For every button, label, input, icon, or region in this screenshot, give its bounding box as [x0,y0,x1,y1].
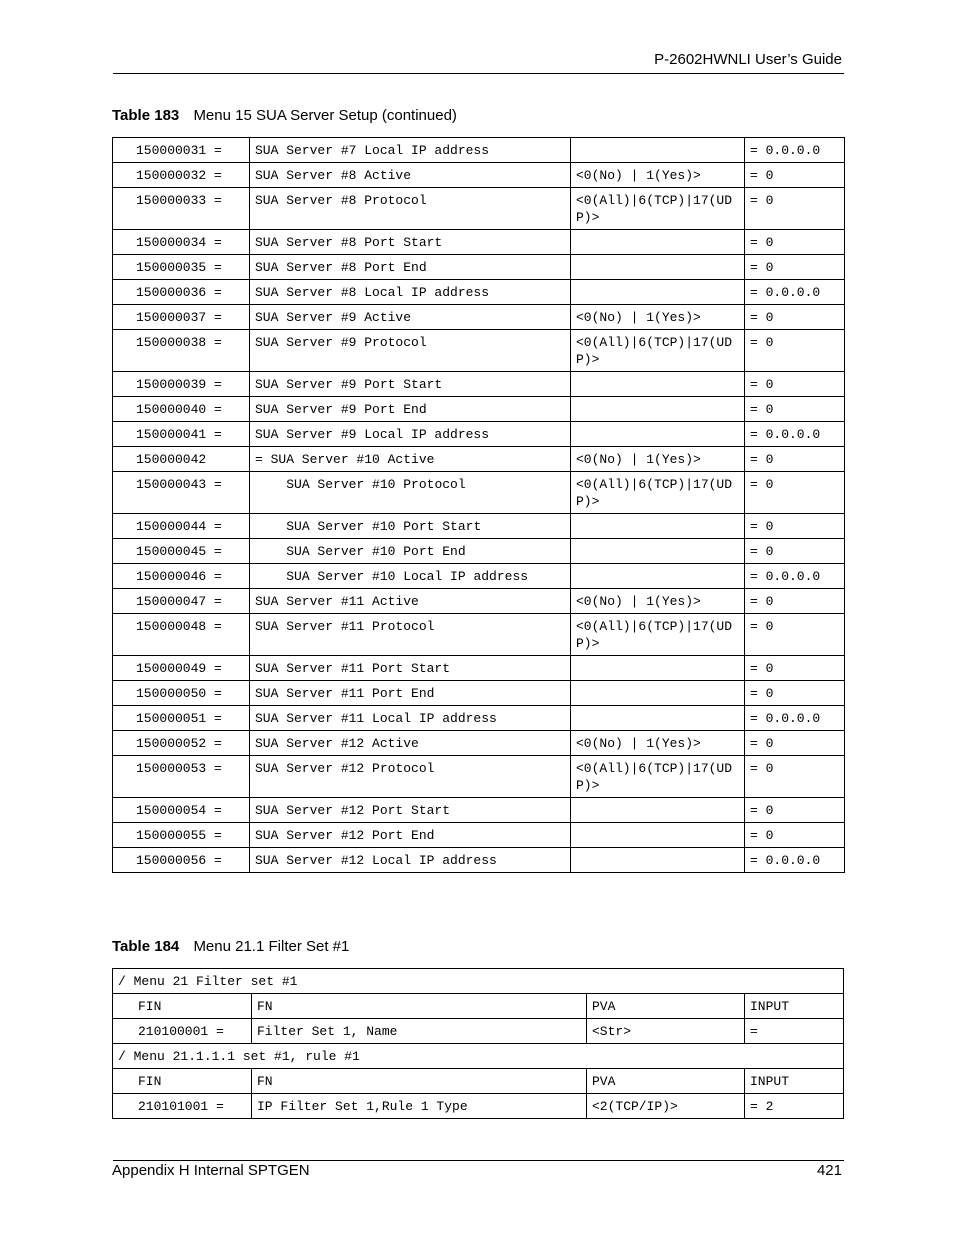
pva-cell [571,823,745,848]
input-cell: = 0 [745,472,845,514]
table-row [113,372,845,397]
input-cell: = 0.0.0.0 [745,848,845,873]
fin-cell: 150000038 = [113,330,250,372]
table-row [113,422,845,447]
fn-cell: SUA Server #12 Active [250,731,571,756]
input-cell: = 0 [745,188,845,230]
input-cell: = 0 [745,255,845,280]
table-row [113,255,845,280]
fn-cell: IP Filter Set 1,Rule 1 Type [252,1094,587,1119]
fn-cell: SUA Server #11 Protocol [250,614,571,656]
input-cell: = 0 [745,163,845,188]
table-row [113,514,845,539]
input-cell: = 0 [745,656,845,681]
table-183 [112,137,845,873]
fin-cell: 150000031 = [113,138,250,163]
fn-cell: Filter Set 1, Name [252,1019,587,1044]
table-184-caption [112,938,349,955]
table-row [113,163,845,188]
input-cell: = 0 [745,731,845,756]
input-cell: = 0 [745,330,845,372]
footer-rule [113,1160,844,1161]
table-row [113,1019,844,1044]
fn-cell: SUA Server #11 Port Start [250,656,571,681]
menu-path-cell: / Menu 21 Filter set #1 [113,969,844,994]
input-cell: = 0.0.0.0 [745,422,845,447]
fn-cell: SUA Server #8 Local IP address [250,280,571,305]
table-184-title: Menu 21.1 Filter Set #1 [193,938,350,955]
fn-cell: SUA Server #10 Local IP address [250,564,571,589]
fn-cell: SUA Server #11 Port End [250,681,571,706]
fin-cell: 150000047 = [113,589,250,614]
fin-cell: FIN [113,994,252,1019]
fn-cell: SUA Server #10 Port Start [250,514,571,539]
table-row [113,589,845,614]
fn-cell: FN [252,994,587,1019]
pva-cell [571,255,745,280]
table-row [113,472,845,514]
pva-cell [571,706,745,731]
menu-path-row [113,1044,844,1069]
pva-cell: <0(No) | 1(Yes)> [571,447,745,472]
fin-cell: 150000048 = [113,614,250,656]
table-row [113,994,844,1019]
fin-cell: 150000037 = [113,305,250,330]
table-row [113,681,845,706]
fin-cell: 150000040 = [113,397,250,422]
table-row [113,447,845,472]
fin-cell: FIN [113,1069,252,1094]
fin-cell: 150000049 = [113,656,250,681]
table-row [113,1094,844,1119]
pva-cell: <0(All)|6(TCP)|17(UDP)> [571,188,745,230]
fin-cell: 150000046 = [113,564,250,589]
fn-cell: SUA Server #12 Port End [250,823,571,848]
input-cell: = 0 [745,614,845,656]
input-cell: = 0 [745,372,845,397]
input-cell: = 0 [745,514,845,539]
fn-cell: SUA Server #12 Protocol [250,756,571,798]
input-cell: = 0 [745,681,845,706]
menu-path-row [113,969,844,994]
fin-cell: 150000045 = [113,539,250,564]
menu-path-cell: / Menu 21.1.1.1 set #1, rule #1 [113,1044,844,1069]
header-rule [113,73,844,74]
pva-cell: <0(No) | 1(Yes)> [571,163,745,188]
input-cell: = 0 [745,447,845,472]
fin-cell: 150000055 = [113,823,250,848]
fin-cell: 150000042 [113,447,250,472]
fn-cell: SUA Server #11 Active [250,589,571,614]
pva-cell [571,656,745,681]
fn-cell: SUA Server #9 Port End [250,397,571,422]
input-cell: = 0 [745,305,845,330]
fin-cell: 210100001 = [113,1019,252,1044]
pva-cell [571,138,745,163]
fn-cell: SUA Server #9 Local IP address [250,422,571,447]
fin-cell: 150000053 = [113,756,250,798]
fin-cell: 150000041 = [113,422,250,447]
pva-cell [571,230,745,255]
fn-cell: SUA Server #8 Port Start [250,230,571,255]
fin-cell: 150000039 = [113,372,250,397]
pva-cell: <2(TCP/IP)> [587,1094,745,1119]
fn-cell: SUA Server #8 Protocol [250,188,571,230]
fn-cell: SUA Server #12 Port Start [250,798,571,823]
input-cell: = 0 [745,823,845,848]
pva-cell [571,681,745,706]
pva-cell: <0(All)|6(TCP)|17(UDP)> [571,614,745,656]
table-row [113,539,845,564]
table-row [113,230,845,255]
fn-cell: SUA Server #9 Port Start [250,372,571,397]
fn-cell: SUA Server #12 Local IP address [250,848,571,873]
input-cell: = 0 [745,539,845,564]
input-cell: = 0 [745,397,845,422]
fn-cell: SUA Server #11 Local IP address [250,706,571,731]
fin-cell: 150000043 = [113,472,250,514]
table-row [113,706,845,731]
pva-cell [571,397,745,422]
fin-cell: 150000056 = [113,848,250,873]
input-cell: = 0 [745,756,845,798]
fn-cell: SUA Server #8 Port End [250,255,571,280]
fin-cell: 150000035 = [113,255,250,280]
table-row [113,330,845,372]
fn-cell: FN [252,1069,587,1094]
pva-cell: <0(All)|6(TCP)|17(UDP)> [571,330,745,372]
table-184 [112,968,844,1119]
input-cell: INPUT [745,994,844,1019]
pva-cell [571,539,745,564]
fin-cell: 150000032 = [113,163,250,188]
fn-cell: SUA Server #10 Protocol [250,472,571,514]
fin-cell: 150000036 = [113,280,250,305]
pva-cell: <0(No) | 1(Yes)> [571,589,745,614]
fn-cell: SUA Server #9 Active [250,305,571,330]
pva-cell: PVA [587,994,745,1019]
pva-cell: PVA [587,1069,745,1094]
input-cell: = 0.0.0.0 [745,706,845,731]
pva-cell [571,422,745,447]
table-row [113,731,845,756]
input-cell: = 0.0.0.0 [745,564,845,589]
fin-cell: 150000052 = [113,731,250,756]
input-cell: = 0 [745,798,845,823]
fn-cell: SUA Server #10 Port End [250,539,571,564]
fin-cell: 150000034 = [113,230,250,255]
pva-cell [571,798,745,823]
fin-cell: 210101001 = [113,1094,252,1119]
pva-cell: <0(No) | 1(Yes)> [571,305,745,330]
fin-cell: 150000050 = [113,681,250,706]
input-cell: = 2 [745,1094,844,1119]
input-cell: = 0 [745,230,845,255]
input-cell: INPUT [745,1069,844,1094]
table-183-label: Table 183 [112,107,180,124]
table-row [113,656,845,681]
fin-cell: 150000044 = [113,514,250,539]
fin-cell: 150000033 = [113,188,250,230]
pva-cell [571,564,745,589]
pva-cell [571,848,745,873]
fn-cell: SUA Server #9 Protocol [250,330,571,372]
table-row [113,280,845,305]
fn-cell: = SUA Server #10 Active [250,447,571,472]
table-184-label: Table 184 [112,938,180,955]
input-cell: = 0.0.0.0 [745,138,845,163]
pva-cell: <0(No) | 1(Yes)> [571,731,745,756]
table-row [113,756,845,798]
footer-section-title: Appendix H Internal SPTGEN [112,1162,310,1179]
table-row [113,614,845,656]
table-183-caption [112,107,457,124]
table-row [113,188,845,230]
table-183-title: Menu 15 SUA Server Setup (continued) [193,107,457,124]
pva-cell: <0(All)|6(TCP)|17(UDP)> [571,756,745,798]
pva-cell: <Str> [587,1019,745,1044]
table-row [113,138,845,163]
table-row [113,798,845,823]
table-row [113,823,845,848]
running-header-title: P-2602HWNLI User’s Guide [654,51,842,68]
pva-cell [571,514,745,539]
table-row [113,848,845,873]
table-row [113,305,845,330]
pva-cell [571,280,745,305]
fn-cell: SUA Server #7 Local IP address [250,138,571,163]
page-number: 421 [816,1162,842,1179]
pva-cell: <0(All)|6(TCP)|17(UDP)> [571,472,745,514]
table-row [113,397,845,422]
input-cell: = 0.0.0.0 [745,280,845,305]
input-cell: = 0 [745,589,845,614]
table-row [113,564,845,589]
fn-cell: SUA Server #8 Active [250,163,571,188]
fin-cell: 150000054 = [113,798,250,823]
input-cell: = [745,1019,844,1044]
table-row [113,1069,844,1094]
pva-cell [571,372,745,397]
fin-cell: 150000051 = [113,706,250,731]
